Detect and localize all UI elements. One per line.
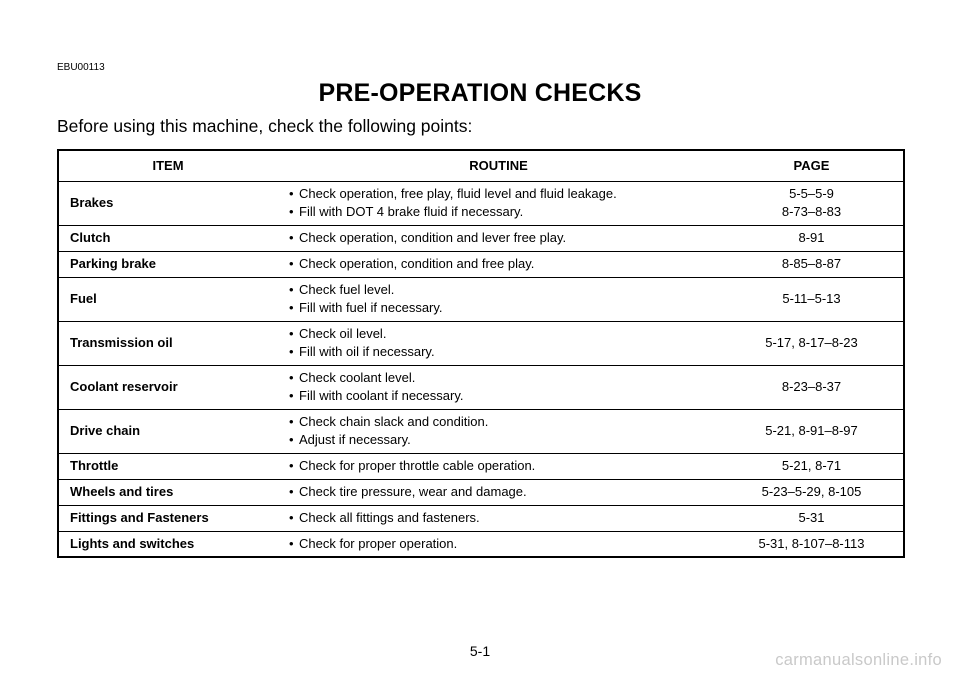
item-cell: Brakes: [58, 181, 277, 225]
routine-cell: [277, 181, 720, 225]
routine-line: [289, 483, 712, 501]
bullet-icon: •: [289, 230, 294, 245]
bullet-icon: •: [289, 282, 294, 297]
routine-cell: [277, 277, 720, 321]
page-cell: [720, 365, 904, 409]
bullet-icon: •: [289, 388, 294, 403]
routine-line: [289, 343, 712, 361]
page-reference: 5-17, 8-17–8-23: [765, 335, 858, 350]
routine-line: [289, 185, 712, 203]
routine-line: [289, 325, 712, 343]
item-cell: Wheels and tires: [58, 479, 277, 505]
item-cell: Parking brake: [58, 251, 277, 277]
routine-line: [289, 535, 712, 553]
page-cell: [720, 453, 904, 479]
bullet-icon: •: [289, 370, 294, 385]
table-row: [58, 453, 904, 479]
routine-line: [289, 255, 712, 273]
table-row: [58, 479, 904, 505]
table-row: [58, 277, 904, 321]
item-cell: Throttle: [58, 453, 277, 479]
table-row: [58, 181, 904, 225]
table-row: [58, 251, 904, 277]
routine-cell: [277, 531, 720, 557]
routine-cell: [277, 409, 720, 453]
item-cell: Lights and switches: [58, 531, 277, 557]
table-row: [58, 505, 904, 531]
item-cell: Clutch: [58, 225, 277, 251]
page-reference: 8-91: [798, 230, 825, 245]
routine-cell: [277, 225, 720, 251]
routine-cell: [277, 321, 720, 365]
bullet-icon: •: [289, 300, 294, 315]
routine-line: [289, 387, 712, 405]
page-reference: 5-21, 8-71: [781, 458, 842, 473]
routine-line: [289, 281, 712, 299]
routine-line: [289, 229, 712, 247]
table-body: [58, 181, 904, 557]
routine-text: Check chain slack and condition.: [299, 414, 489, 429]
page-reference: 5-31, 8-107–8-113: [758, 535, 865, 551]
table-row: [58, 531, 904, 557]
page-cell: [720, 277, 904, 321]
page-cell: [720, 251, 904, 277]
bullet-icon: •: [289, 344, 294, 359]
item-cell: Fittings and Fasteners: [58, 505, 277, 531]
page-reference: 8-73–8-83: [781, 204, 842, 219]
bullet-icon: •: [289, 535, 294, 551]
routine-text: Check oil level.: [299, 326, 387, 341]
intro-text: Before using this machine, check the following points:: [57, 116, 473, 136]
page-reference: 8-85–8-87: [781, 256, 842, 271]
bullet-icon: •: [289, 186, 294, 201]
bullet-icon: •: [289, 256, 294, 271]
column-header-item: ITEM: [58, 150, 277, 181]
routine-cell: [277, 479, 720, 505]
routine-text: Check operation, free play, fluid level and fluid leakage.: [299, 186, 617, 201]
page-reference: 5-21, 8-91–8-97: [765, 423, 858, 438]
page-title: PRE-OPERATION CHECKS: [318, 79, 642, 107]
page-cell: [720, 321, 904, 365]
bullet-icon: •: [289, 458, 294, 473]
watermark: carmanualsonline.info: [775, 651, 942, 669]
routine-text: Check fuel level.: [299, 282, 395, 297]
table-header-row: [58, 150, 904, 181]
routine-text: Check all fittings and fasteners.: [299, 510, 480, 525]
column-header-page: PAGE: [720, 150, 904, 181]
routine-text: Adjust if necessary.: [299, 432, 411, 447]
routine-text: Check operation, condition and free play.: [299, 256, 535, 271]
table-row: [58, 365, 904, 409]
routine-line: [289, 413, 712, 431]
routine-text: Check for proper throttle cable operation.: [299, 458, 536, 473]
routine-cell: [277, 251, 720, 277]
table-row: [58, 225, 904, 251]
page-cell: [720, 505, 904, 531]
item-cell: Transmission oil: [58, 321, 277, 365]
routine-text: Check for proper operation.: [299, 535, 458, 551]
routine-text: Check operation, condition and lever free play.: [299, 230, 567, 245]
routine-text: Check coolant level.: [299, 370, 416, 385]
routine-line: [289, 509, 712, 527]
bullet-icon: •: [289, 414, 294, 429]
routine-line: [289, 369, 712, 387]
page-cell: [720, 181, 904, 225]
routine-text: Fill with coolant if necessary.: [299, 388, 464, 403]
pre-operation-checks-table: [57, 149, 905, 558]
page-number: 5-1: [469, 643, 491, 659]
routine-line: [289, 457, 712, 475]
routine-cell: [277, 505, 720, 531]
item-cell: Fuel: [58, 277, 277, 321]
routine-text: Check tire pressure, wear and damage.: [299, 484, 527, 499]
page-reference: 5-23–5-29, 8-105: [761, 484, 862, 499]
bullet-icon: •: [289, 204, 294, 219]
routine-cell: [277, 453, 720, 479]
table-row: [58, 321, 904, 365]
document-code: EBU00113: [57, 62, 105, 73]
routine-line: [289, 299, 712, 317]
page-cell: [720, 225, 904, 251]
page-cell: [720, 531, 904, 557]
routine-text: Fill with fuel if necessary.: [299, 300, 443, 315]
bullet-icon: •: [289, 484, 294, 499]
column-header-routine: ROUTINE: [277, 150, 720, 181]
routine-text: Fill with DOT 4 brake fluid if necessary.: [299, 204, 524, 219]
page-reference: 5-31: [798, 510, 825, 525]
bullet-icon: •: [289, 326, 294, 341]
routine-line: [289, 203, 712, 221]
item-cell: Drive chain: [58, 409, 277, 453]
bullet-icon: •: [289, 510, 294, 525]
page-cell: [720, 409, 904, 453]
bullet-icon: •: [289, 432, 294, 447]
page-reference: 8-23–8-37: [781, 379, 842, 394]
page-reference: 5-5–5-9: [789, 186, 834, 201]
item-cell: Coolant reservoir: [58, 365, 277, 409]
routine-line: [289, 431, 712, 449]
page-cell: [720, 479, 904, 505]
routine-text: Fill with oil if necessary.: [299, 344, 435, 359]
table-row: [58, 409, 904, 453]
routine-cell: [277, 365, 720, 409]
page-reference: 5-11–5-13: [782, 291, 841, 306]
